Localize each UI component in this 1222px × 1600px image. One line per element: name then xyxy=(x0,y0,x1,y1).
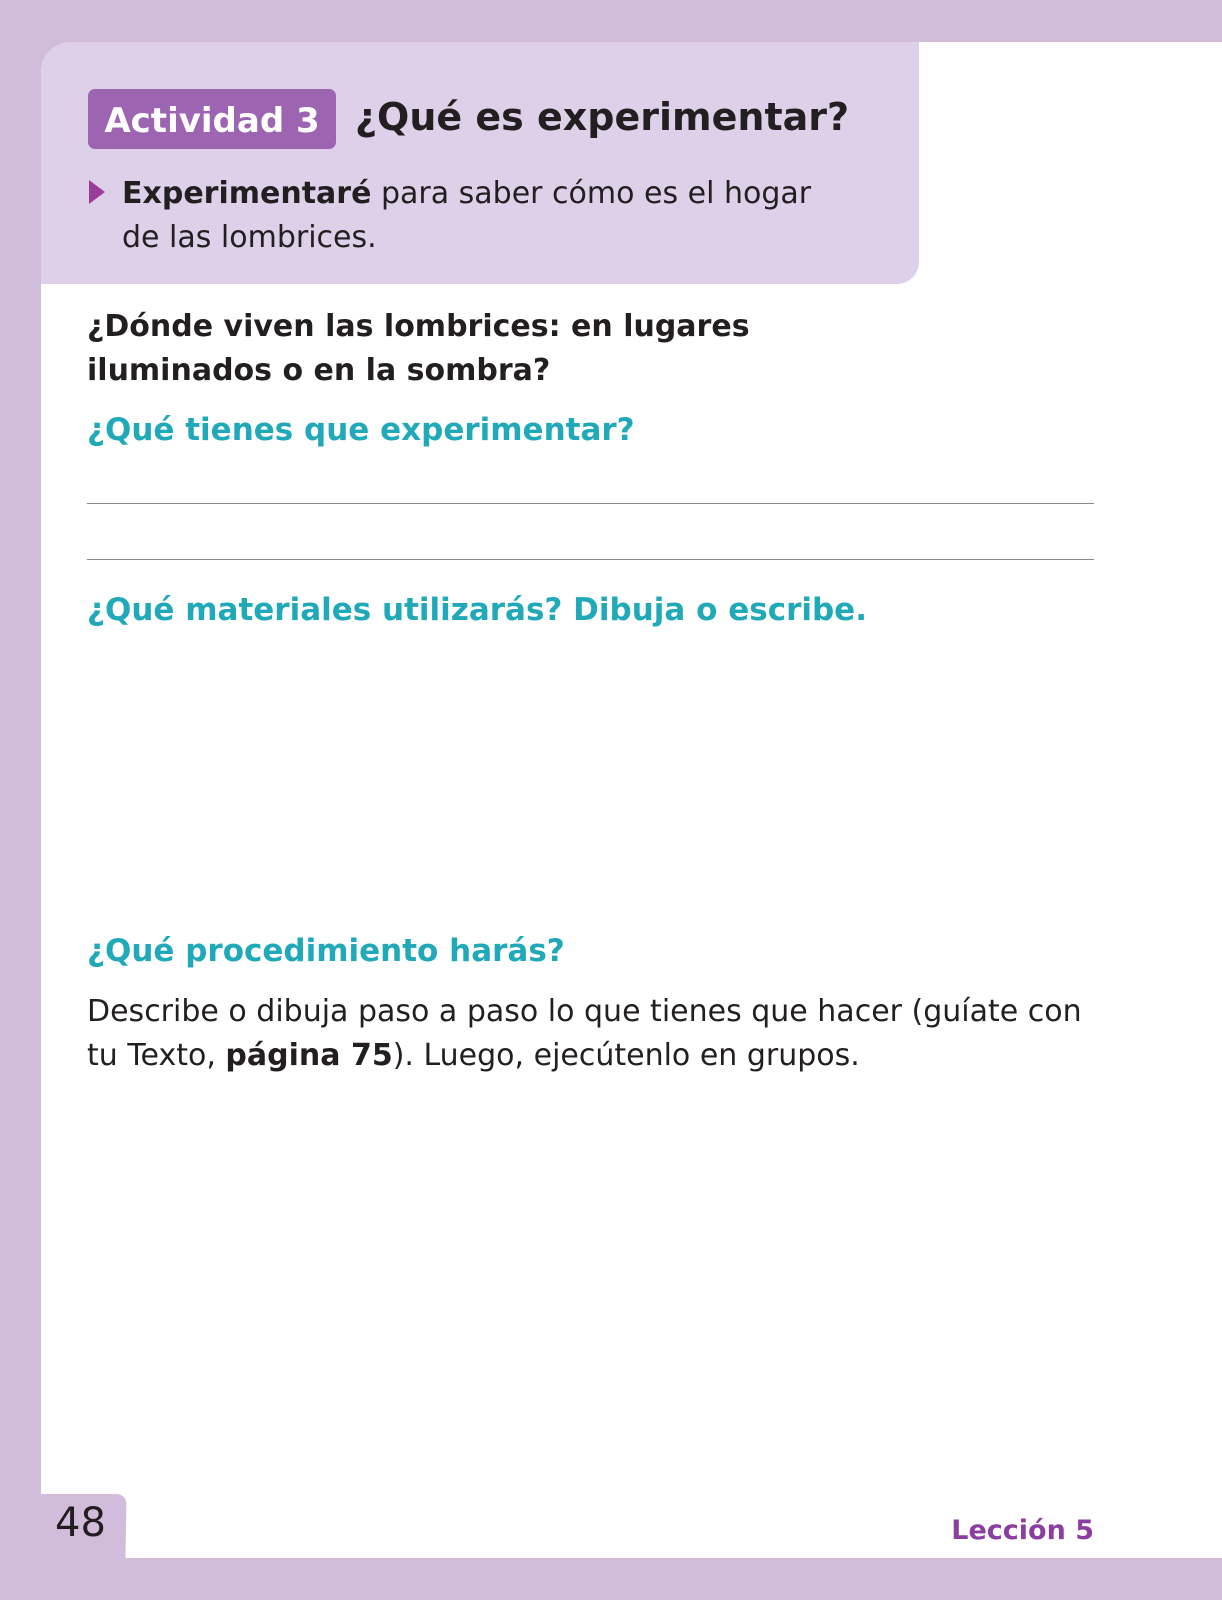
procedure-drawing-area[interactable] xyxy=(87,1090,1094,1480)
learning-goal-verb: Experimentaré xyxy=(122,176,372,211)
learning-goal-rest: para saber cómo es el hogar de las lombrices. xyxy=(122,176,812,255)
triangle-bullet-icon xyxy=(89,180,105,204)
activity-title: ¿Qué es experimentar? xyxy=(355,95,850,139)
instructions-page-reference: página 75 xyxy=(225,1038,393,1073)
procedure-instructions xyxy=(87,990,1117,1078)
lesson-label: Lección 5 xyxy=(951,1515,1094,1546)
experiment-heading: ¿Qué tienes que experimentar? xyxy=(87,412,635,448)
main-question: ¿Dónde viven las lombrices: en lugares iluminados o en la sombra? xyxy=(87,309,750,388)
answer-line-1[interactable] xyxy=(87,503,1094,504)
learning-goal xyxy=(122,172,842,260)
materials-drawing-area[interactable] xyxy=(87,650,1094,910)
materials-heading: ¿Qué materiales utilizarás? Dibuja o escribe. xyxy=(87,592,867,628)
procedure-heading: ¿Qué procedimiento harás? xyxy=(87,933,565,969)
answer-line-2[interactable] xyxy=(87,559,1094,560)
page-number: 48 xyxy=(55,1500,106,1546)
activity-badge-label: Actividad 3 xyxy=(104,101,320,141)
activity-badge xyxy=(88,89,336,149)
instructions-part1: Describe o dibuja paso a paso lo que tienes que hacer (guíate con tu Texto, xyxy=(87,994,1082,1073)
instructions-part2: ). Luego, ejecútenlo en grupos. xyxy=(392,1038,860,1073)
